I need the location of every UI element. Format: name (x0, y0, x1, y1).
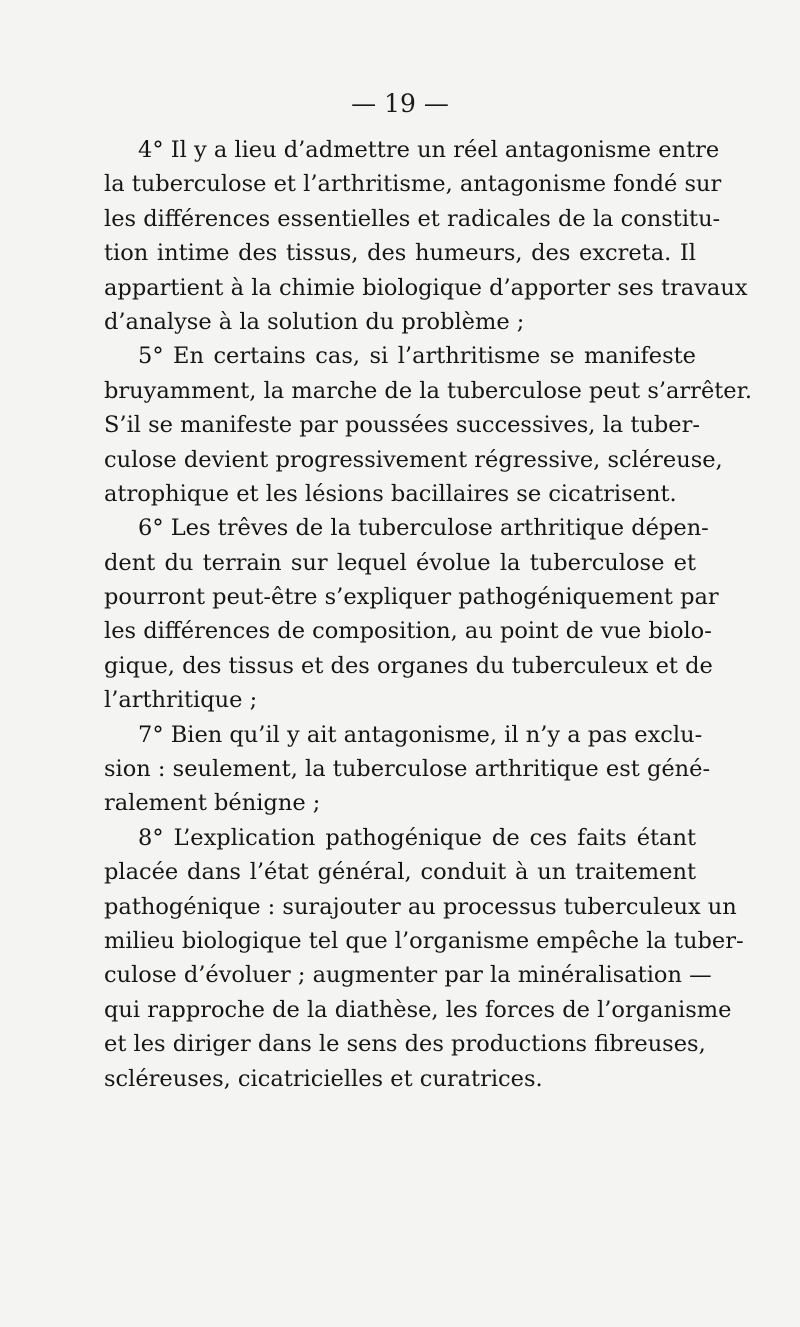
text-line: tion intime des tissus, des humeurs, des excreta. Il (104, 240, 696, 267)
text-line: les différences essentielles et radicales de la constitu- (104, 205, 721, 232)
text-line: d’analyse à la solution du problème ; (104, 308, 525, 335)
text-line: et les diriger dans le sens des productions fibreuses, (104, 1031, 706, 1058)
text-line: sion : seulement, la tuberculose arthritique est géné- (104, 756, 711, 783)
text-line: 4° Il y a lieu d’admettre un réel antagonisme entre (138, 137, 720, 163)
paragraph-8 (104, 821, 744, 1096)
text-line: 6° Les trêves de la tuberculose arthritique dépen- (138, 515, 709, 542)
text-line: pourront peut-être s’expliquer pathogéniquement par (104, 584, 719, 611)
paragraph-6 (104, 511, 719, 717)
page-number: — 19 — (351, 89, 449, 118)
paragraph-7 (104, 718, 711, 821)
text-line: ralement bénigne ; (104, 790, 321, 817)
paragraph-4 (104, 133, 748, 339)
text-line: pathogénique : surajouter au processus tuberculeux un (104, 893, 737, 920)
paragraph-5 (104, 339, 753, 511)
text-line: appartient à la chimie biologique d’apporter ses travaux (104, 274, 748, 301)
text-line: dent du terrain sur lequel évolue la tuberculose et (104, 549, 696, 576)
text-line: placée dans l’état général, conduit à un traitement (104, 859, 696, 886)
text-line: scléreuses, cicatricielles et curatrices. (104, 1065, 543, 1092)
text-line: 8° L’explication pathogénique de ces faits étant (138, 824, 696, 851)
text-line: S’il se manifeste par poussées successives, la tuber- (104, 412, 700, 439)
text-line: les différences de composition, au point de vue biolo- (104, 618, 712, 645)
text-line: qui rapproche de la diathèse, les forces de l’organisme (104, 996, 732, 1023)
text-line: la tuberculose et l’arthritisme, antagonisme fondé sur (104, 171, 722, 198)
text-line: culose devient progressivement régressive, scléreuse, (104, 446, 723, 473)
text-line: culose d’évoluer ; augmenter par la minéralisation — (104, 962, 712, 989)
text-line: atrophique et les lésions bacillaires se cicatrisent. (104, 480, 677, 507)
text-line: gique, des tissus et des organes du tuberculeux et de (104, 652, 713, 679)
body-text (104, 133, 753, 1096)
text-line: bruyamment, la marche de la tuberculose peut s’arrêter. (104, 377, 753, 404)
text-line: l’arthritique ; (104, 687, 258, 714)
text-line: milieu biologique tel que l’organisme empêche la tuber- (104, 927, 744, 954)
text-line: 7° Bien qu’il y ait antagonisme, il n’y a pas exclu- (138, 721, 703, 748)
text-line: 5° En certains cas, si l’arthritisme se manifeste (138, 343, 696, 370)
